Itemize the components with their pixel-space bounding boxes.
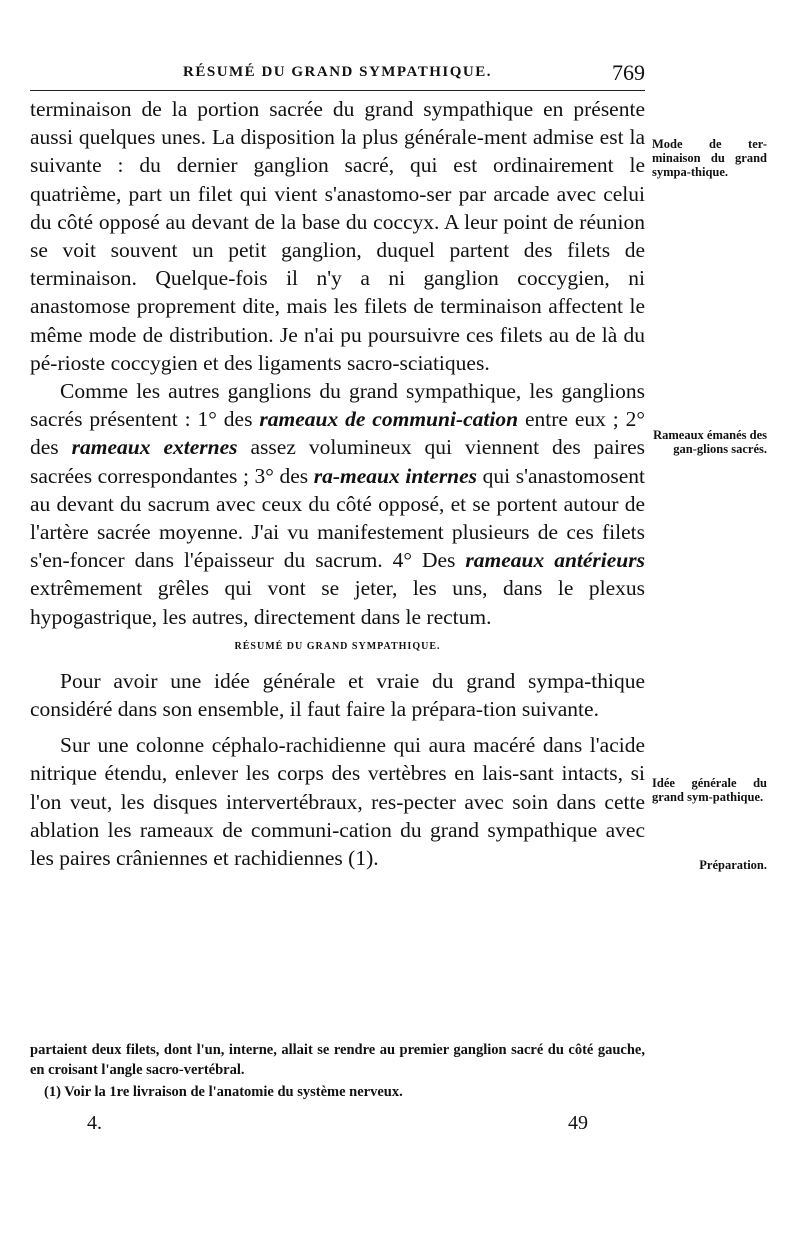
body-text: [30, 95, 645, 872]
text-run: assez volumineux qui viennent des paires sacrées correspondantes ; 3° des: [30, 435, 646, 488]
paragraph-idee-generale: Pour avoir une idée générale et vraie du grand sympa-thique considéré dans son ensemble, il faut faire la prépara-tion suivante.: [30, 668, 645, 722]
italic-term: rameaux de communi-cation: [259, 407, 519, 432]
sheet-number: 49: [568, 1112, 588, 1134]
paragraph-terminaison: terminaison de la portion sacrée du grand sympathique en présente aussi quelques unes. La disposition la plus générale-ment admise est la suivante : du dernier ganglion sacré, qui est ordinairement le quatrième, part un filet qui vient s'anastomo-ser par arcade avec celui du côté opposé au devant de la base du coccyx. A leur point de réunion se voit souvent un petit ganglion, duquel partent des filets de terminaison. Quelque-fois il n'y a ni ganglion coccygien, ni anastomose proprement dite, mais les filets de terminaison affectent le même mode de distribution. Je n'ai pu poursuivre ces filets au de là du pé-rioste coccygien et des ligaments sacro-sciatiques.: [30, 97, 645, 375]
text-run: entre eux ; 2° des: [30, 407, 645, 460]
paragraph-preparation: Sur une colonne céphalo-rachidienne qui aura macéré dans l'acide nitrique étendu, enlever les corps des vertèbres en lais-sant intacts, si l'on veut, les disques intervertébraux, res-pecter avec soin dans cette ablation les rameaux de communi-cation du grand sympathique avec les paires crâniennes et rachidiennes (1).: [30, 733, 645, 871]
running-head-title: RÉSUMÉ DU GRAND SYMPATHIQUE.: [183, 64, 492, 80]
margin-note-rameaux: Rameaux émanés des gan-glions sacrés.: [653, 428, 767, 456]
paragraph-spacer: [30, 723, 645, 731]
margin-note-idee-generale: Idée générale du grand sym-pathique.: [652, 776, 767, 804]
signature-mark: 4.: [87, 1112, 102, 1134]
text-run: qui s'anastomosent au devant du sacrum avec ceux du côté opposé, et se portent autour de l'artère sacrée moyenne. J'ai vu manifestement plusieurs de ces filets s'en-foncer dans l'épaisseur du sacrum. 4° Des: [30, 463, 646, 573]
italic-term: rameaux externes: [71, 435, 238, 460]
running-head: [30, 60, 645, 91]
paragraph-ganglions-sacres: [30, 377, 645, 631]
text-run: extrêmement grêles qui vont se jeter, les uns, dans le plexus hypogastrique, les autres, directement dans le rectum.: [30, 576, 645, 629]
footnote-1: (1) Voir la 1re livraison de l'anatomie du système nerveux.: [44, 1084, 403, 1100]
footnotes: [30, 1040, 645, 1102]
section-heading: RÉSUMÉ DU GRAND SYMPATHIQUE.: [234, 640, 441, 652]
page-number: 769: [612, 60, 645, 85]
margin-note-preparation: Préparation.: [699, 858, 767, 872]
footnote-continuation: partaient deux filets, dont l'un, interne, allait se rendre au premier ganglion sacré du côté gauche, en croisant l'angle sacro-vertébral.: [30, 1042, 645, 1078]
text-run: Comme les autres ganglions du grand sympathique, les ganglions sacrés présentent : 1° des: [30, 379, 645, 432]
italic-term: ra-meaux internes: [313, 463, 478, 488]
italic-term: rameaux antérieurs: [465, 548, 645, 573]
margin-note-mode-terminaison: Mode de ter-minaison du grand sympa-thique.: [652, 137, 767, 179]
